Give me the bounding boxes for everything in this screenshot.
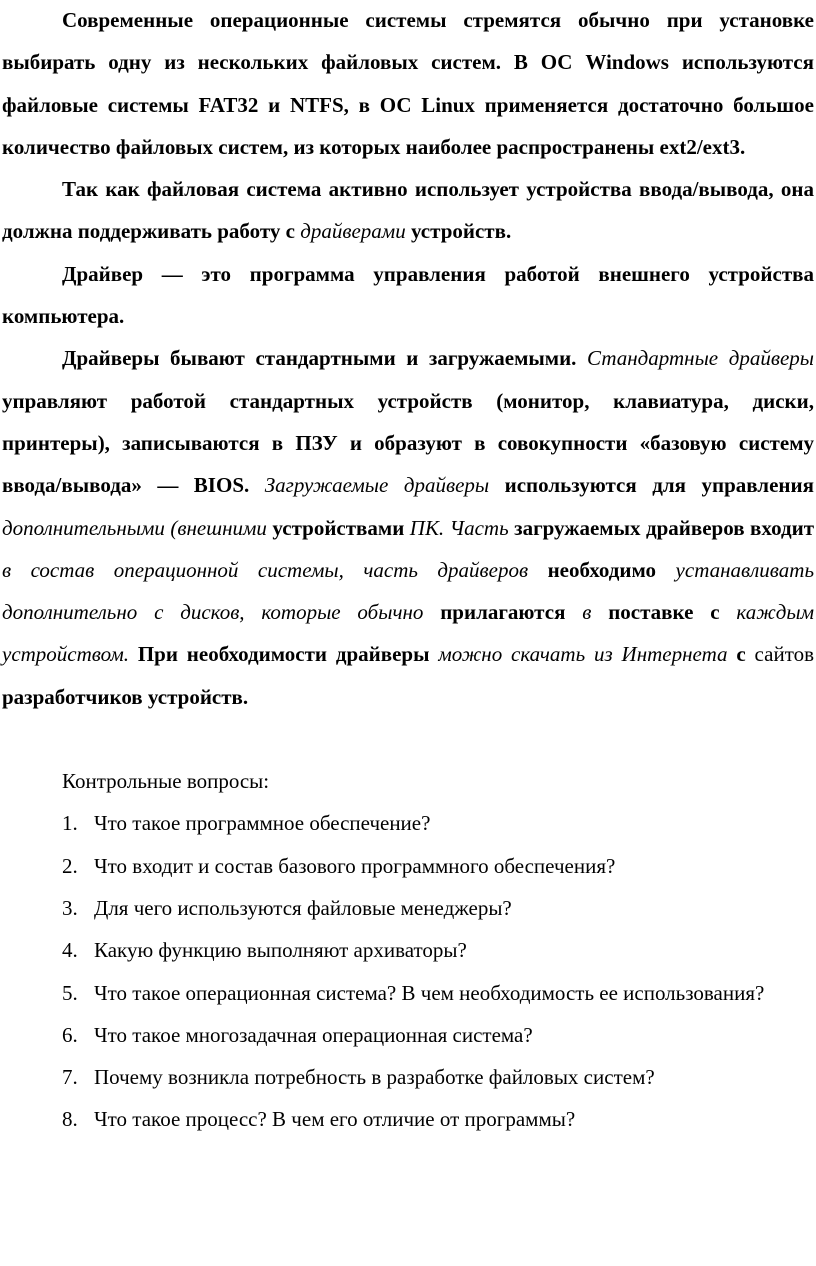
paragraph-text: поставке с: [591, 600, 720, 625]
question-item: [2, 929, 814, 971]
question-text: Что такое программное обеспечение?: [94, 811, 431, 836]
question-number: 6.: [62, 1022, 78, 1047]
question-number: 2.: [62, 853, 78, 878]
paragraph-text: управляют работой стандартных устройств (монитор, клавиатура, диски, принтеры), записываются в ПЗУ и образуют в совокупности «базовую систему ввода/вывода» — BIOS.: [2, 388, 814, 498]
questions-title: Контрольные вопросы:: [62, 769, 270, 794]
emphasis-text: каждым устройством.: [2, 600, 814, 667]
paragraph-text: необходимо: [528, 557, 657, 582]
question-text: Для чего используются файловые менеджеры?: [94, 895, 512, 920]
paragraph-drivers-intro: [2, 168, 814, 253]
question-number: 5.: [62, 980, 78, 1005]
paragraph-text: разработчиков устройств.: [2, 684, 249, 709]
paragraph-text: Драйверы бывают стандартными и загружаемыми.: [62, 346, 588, 371]
question-number: 4.: [62, 938, 78, 963]
emphasis-text: в: [565, 600, 592, 625]
paragraph-text: загружаемых драйверов входит: [508, 515, 815, 540]
emphasis-text: дополнительными (внешними: [2, 515, 267, 540]
question-item: [2, 1098, 814, 1140]
question-number: 3.: [62, 895, 78, 920]
paragraph-text: При необходимости драйверы: [128, 642, 430, 667]
question-item: [2, 1014, 814, 1056]
paragraph-text: устройствами: [266, 515, 405, 540]
paragraph-text: Современные операционные системы стремятся обычно при установке выбирать одну из нескольких файловых систем. В ОС Windows используются файловые системы FAT32 и NTFS, в ОС Linux применяется достаточно большое количество файловых систем, из которых наиболее распространены ext2/ext3.: [2, 8, 814, 159]
paragraph-file-systems: [2, 0, 814, 168]
control-questions: [2, 760, 814, 1141]
paragraph-text: сайтов: [745, 642, 815, 667]
paragraph-driver-definition: [2, 253, 814, 338]
paragraph-driver-types: [2, 337, 814, 718]
question-text: Что входит и состав базового программного обеспечения?: [94, 853, 616, 878]
paragraph-text: прилагаются: [423, 600, 566, 625]
question-text: Что такое многозадачная операционная система?: [94, 1022, 533, 1047]
question-text: Какую функцию выполняют архиваторы?: [94, 938, 467, 963]
question-text: Почему возникла потребность в разработке файловых систем?: [94, 1065, 655, 1090]
emphasis-text: Загружаемые драйверы: [264, 473, 490, 498]
question-text: Что такое операционная система? В чем необходимость ее использования?: [94, 980, 765, 1005]
emphasis-text: ПК. Часть: [404, 515, 509, 540]
question-text: Что такое процесс? В чем его отличие от программы?: [94, 1107, 576, 1132]
paragraph-text: Так как файловая система активно использует устройства ввода/вывода, она должна поддерживать работу с: [2, 177, 814, 244]
emphasis-text: в состав операционной системы, часть драйверов: [2, 557, 529, 582]
question-item: [2, 887, 814, 929]
question-number: 7.: [62, 1065, 78, 1090]
question-number: 1.: [62, 811, 78, 836]
emphasis-text: Стандартные драйверы: [587, 346, 814, 371]
question-item: [2, 845, 814, 887]
question-item: [2, 972, 814, 1014]
question-item: [2, 802, 814, 844]
paragraph-text: Драйвер — это программа управления работой внешнего устройства компьютера.: [2, 261, 814, 329]
emphasis-text: устанавливать дополнительно с дисков, которые обычно: [2, 557, 814, 625]
question-number: 8.: [62, 1107, 78, 1132]
question-item: [2, 1056, 814, 1098]
paragraph-text: с: [727, 642, 746, 667]
paragraph-text: устройств.: [405, 219, 512, 244]
emphasis-text: драйверами: [300, 219, 406, 244]
emphasis-text: можно скачать из Интернета: [429, 642, 728, 667]
paragraph-text: используются для управления: [489, 473, 814, 498]
